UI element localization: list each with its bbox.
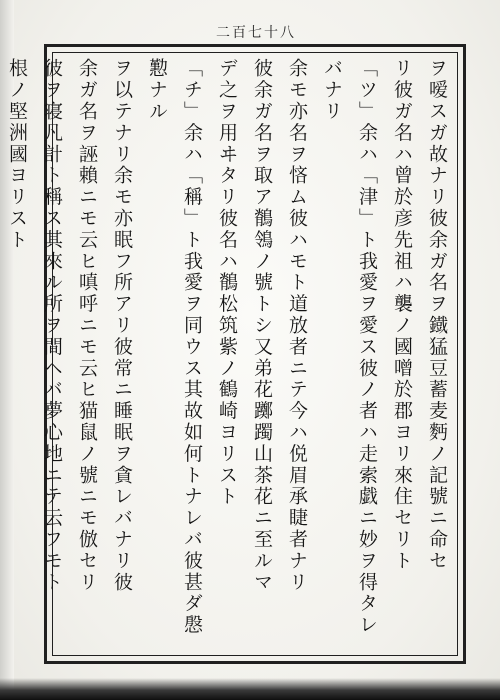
text-column: 余ガ名ヲ誣賴ニモ云ヒ嗔呼ニモ云ヒ猫鼠ノ號ニモ倣セリ <box>76 58 98 593</box>
text-column: 彼余ガ名ヲ取ア鶺鴒ノ號トシ又弟花躑躅山茶花ニ至ルマ <box>251 58 273 593</box>
text-column: 余モ亦名ヲ悋ム彼ハモト道放者ニテ今ハ侻眉承睫者ナリ <box>286 58 308 593</box>
page-shadow-bottom <box>0 678 500 700</box>
text-column: ヲ以テナリ余モ亦眠フ所アリ彼常ニ睡眠ヲ貪レバナリ彼 <box>111 58 133 593</box>
text-column: 彼ヲ寝凡計ト稱ス其來ル所ヲ間ヘバ夢心地ニテ云フモト <box>41 58 63 593</box>
vertical-text-body <box>6 58 454 638</box>
text-column: 「チ」余ハ「稱」ト我愛ヲ同ウス其故如何トナレバ彼甚ダ慇懃ナル <box>146 58 203 636</box>
page-number: 二百七十八 <box>216 25 296 41</box>
text-column: ヲ嗳スガ故ナリ彼余ガ名ヲ鐡猛豆蓄麦麪ノ記號ニ命セ <box>426 58 448 572</box>
text-column: 「ツ」余ハ「津」ト我愛ヲ愛ス彼ノ者ハ走索戯ニ妙ヲ得タレバナリ <box>321 58 378 636</box>
text-column: 根ノ堅洲國ヨリスト <box>6 58 28 251</box>
text-column: デ之ヲ用ヰタリ彼名ハ鶺松筑紫ノ鶴崎ヨリスト <box>216 58 238 508</box>
text-column: リ彼ガ名ハ曾於彦先祖ハ襲ノ國噌於郡ヨリ來住セリト <box>391 58 413 572</box>
